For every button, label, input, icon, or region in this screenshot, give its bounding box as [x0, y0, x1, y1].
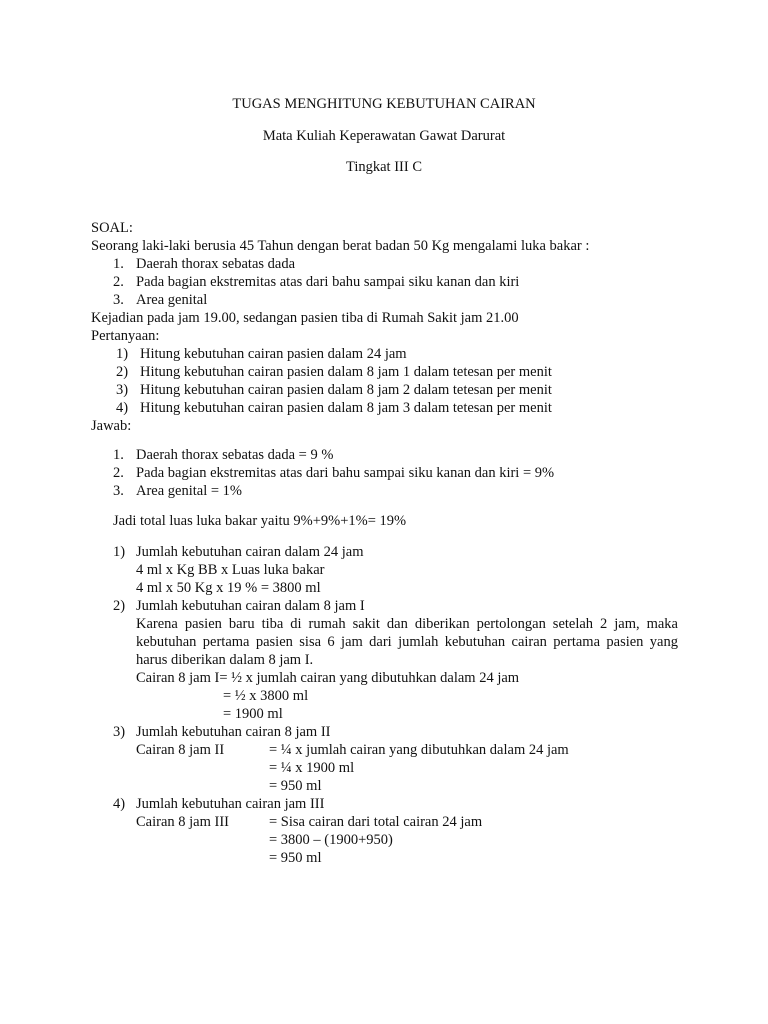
calc-line: = 1900 ml	[223, 706, 283, 722]
answer-number: 1)	[113, 544, 126, 560]
calc-line: Cairan 8 jam I= ½ x jumlah cairan yang dibutuhkan dalam 24 jam	[136, 670, 520, 686]
calc-label: Cairan 8 jam II	[136, 742, 225, 758]
question-number: 3)	[116, 382, 129, 398]
soal-item-number: 2.	[113, 274, 124, 290]
calc-line: = 3800 – (1900+950)	[269, 832, 393, 848]
burn-area-text: Pada bagian ekstremitas atas dari bahu sampai siku kanan dan kiri = 9%	[136, 465, 555, 481]
question-number: 2)	[116, 364, 129, 380]
question-text: Hitung kebutuhan cairan pasien dalam 8 jam 2 dalam tetesan per menit	[140, 382, 552, 398]
explanation-line: kebutuhan pertama pasien sisa 6 jam dari jumlah kebutuhan cairan pertama pasien yang	[136, 634, 678, 650]
burn-area-text: Area genital = 1%	[136, 483, 243, 499]
calc-line: = 950 ml	[269, 778, 322, 794]
formula-line: 4 ml x Kg BB x Luas luka bakar	[136, 562, 325, 578]
jawab-heading: Jawab:	[91, 418, 132, 434]
question-text: Hitung kebutuhan cairan pasien dalam 8 jam 1 dalam tetesan per menit	[140, 364, 552, 380]
calc-label: Cairan 8 jam III	[136, 814, 230, 830]
total-burn-area: Jadi total luas luka bakar yaitu 9%+9%+1%= 19%	[113, 513, 407, 529]
document-title: TUGAS MENGHITUNG KEBUTUHAN CAIRAN	[232, 96, 536, 112]
explanation-line: Karena pasien baru tiba di rumah sakit dan diberikan pertolongan setelah 2 jam, maka	[136, 616, 678, 632]
explanation-line: harus diberikan dalam 8 jam I.	[136, 652, 314, 668]
burn-area-number: 2.	[113, 465, 124, 481]
question-number: 1)	[116, 346, 129, 362]
answer-title: Jumlah kebutuhan cairan 8 jam II	[136, 724, 331, 740]
calc-line: = ¼ x jumlah cairan yang dibutuhkan dalam 24 jam	[269, 742, 569, 758]
course-name: Mata Kuliah Keperawatan Gawat Darurat	[262, 128, 506, 144]
calc-line: = ½ x 3800 ml	[223, 688, 309, 704]
answer-number: 2)	[113, 598, 126, 614]
question-text: Hitung kebutuhan cairan pasien dalam 8 jam 3 dalam tetesan per menit	[140, 400, 552, 416]
formula-line: 4 ml x 50 Kg x 19 % = 3800 ml	[136, 580, 321, 596]
soal-intro: Seorang laki-laki berusia 45 Tahun dengan berat badan 50 Kg mengalami luka bakar :	[91, 238, 590, 254]
answer-number: 4)	[113, 796, 126, 812]
question-text: Hitung kebutuhan cairan pasien dalam 24 jam	[140, 346, 407, 362]
calc-line: = 950 ml	[269, 850, 322, 866]
class-level: Tingkat III C	[346, 159, 422, 175]
soal-item-number: 3.	[113, 292, 124, 308]
answer-title: Jumlah kebutuhan cairan dalam 24 jam	[136, 544, 364, 560]
pertanyaan-heading: Pertanyaan:	[91, 328, 160, 344]
answer-title: Jumlah kebutuhan cairan dalam 8 jam I	[136, 598, 365, 614]
answer-number: 3)	[113, 724, 126, 740]
answer-title: Jumlah kebutuhan cairan jam III	[136, 796, 325, 812]
calc-line: = Sisa cairan dari total cairan 24 jam	[269, 814, 483, 830]
soal-heading: SOAL:	[91, 220, 133, 236]
burn-area-text: Daerah thorax sebatas dada = 9 %	[136, 447, 334, 463]
soal-item-number: 1.	[113, 256, 124, 272]
burn-area-number: 1.	[113, 447, 124, 463]
calc-line: = ¼ x 1900 ml	[269, 760, 355, 776]
soal-item-text: Pada bagian ekstremitas atas dari bahu sampai siku kanan dan kiri	[136, 274, 520, 290]
question-number: 4)	[116, 400, 129, 416]
soal-item-text: Area genital	[136, 292, 208, 308]
burn-area-number: 3.	[113, 483, 124, 499]
soal-item-text: Daerah thorax sebatas dada	[136, 256, 296, 272]
incident-time: Kejadian pada jam 19.00, sedangan pasien tiba di Rumah Sakit jam 21.00	[91, 310, 519, 326]
